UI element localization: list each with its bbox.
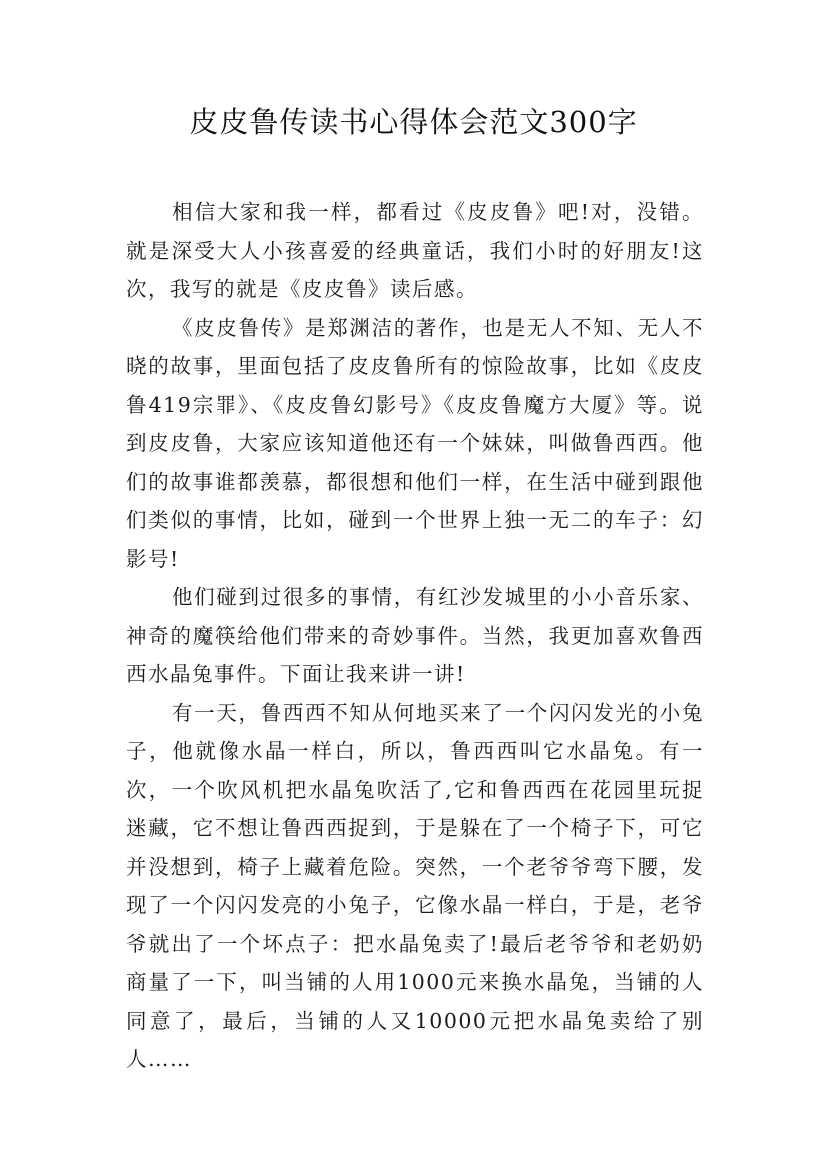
paragraph-4: 有一天，鲁西西不知从何地买来了一个闪闪发光的小兔子，他就像水晶一样白，所以，鲁西西叫它水晶兔。有一次，一个吹风机把水晶兔吹活了,它和鲁西西在花园里玩捉迷藏，它不想让鲁西西捉到，于是躲在了一个椅子下，可它并没想到，椅子上藏着危险。突然，一个老爷爷弯下腰，发现了一个闪闪发亮的小兔子，它像水晶一样白，于是，老爷爷就出了一个坏点子：把水晶兔卖了!最后老爷爷和老奶奶商量了一下，叫当铺的人用1000元来换水晶兔，当铺的人同意了，最后，当铺的人又10000元把水晶兔卖给了别人…… [126, 700, 704, 1071]
paragraph-3: 他们碰到过很多的事情，有红沙发城里的小小音乐家、神奇的魔筷给他们带来的奇妙事件。当然，我更加喜欢鲁西西水晶兔事件。下面让我来讲一讲! [126, 585, 704, 686]
paragraph-2: 《皮皮鲁传》是郑渊洁的著作，也是无人不知、无人不晓的故事，里面包括了皮皮鲁所有的惊险故事，比如《皮皮鲁419宗罪》、《皮皮鲁幻影号》《皮皮鲁魔方大厦》等。说到皮皮鲁，大家应该知道他还有一个妹妹，叫做鲁西西。他们的故事谁都羡慕，都很想和他们一样，在生活中碰到跟他们类似的事情，比如，碰到一个世界上独一无二的车子：幻影号! [126, 315, 704, 571]
paragraph-1: 相信大家和我一样，都看过《皮皮鲁》吧!对，没错。就是深受大人小孩喜爱的经典童话，我们小时的好朋友!这次，我写的就是《皮皮鲁》读后感。 [126, 200, 704, 301]
page-title: 皮皮鲁传读书心得体会范文300字 [189, 105, 638, 139]
article-body [126, 193, 704, 1079]
